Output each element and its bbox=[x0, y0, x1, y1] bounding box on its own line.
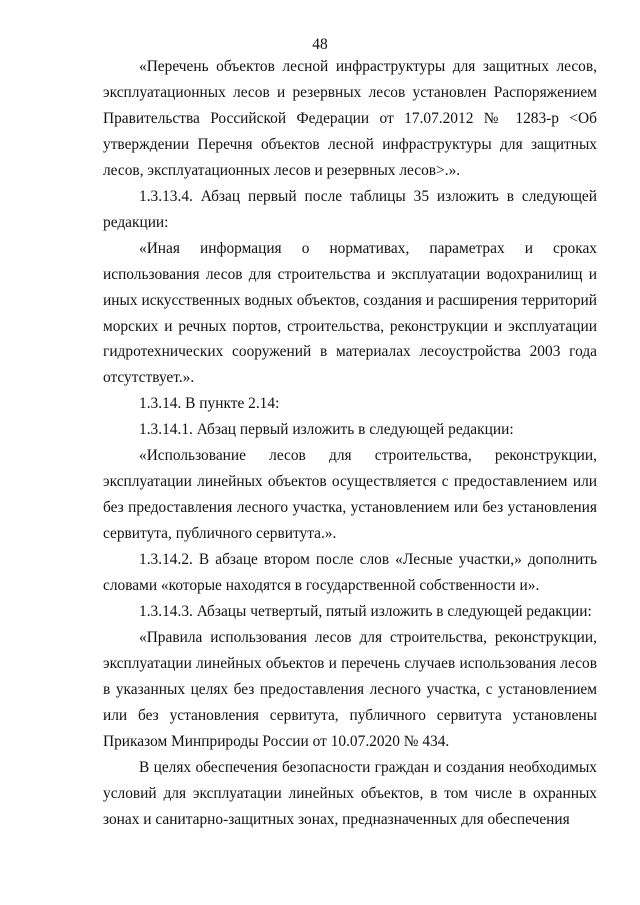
document-body bbox=[103, 54, 597, 833]
paragraph-list-of-infrastructure: «Перечень объектов лесной инфраструктуры для защитных лесов, эксплуатационных лесов и резервных лесов установлен Распоряжением Правительства Российской Федерации от 17.07.2012 № 1283-р <Об утверждении Перечня объектов лесной инфраструктуры для защитных лесов, эксплуатационных лесов и резервных лесов>.». bbox=[103, 58, 597, 179]
paragraph-use-of-forests: «Использование лесов для строительства, реконструкции, эксплуатации линейных объектов осуществляется с предоставлением или без предоставления лесного участка, установлением или без установления сервитута, публичного сервитута.». bbox=[103, 447, 597, 543]
paragraph-rules-of-forest-use: «Правила использования лесов для строительства, реконструкции, эксплуатации линейных объектов и перечень случаев использования лесов в указанных целях без предоставления лесного участка, с установлением или без установления сервитута, публичного сервитута установлены Приказом Минприроды России от 10.07.2020 № 434. bbox=[103, 628, 597, 750]
paragraph-other-information: «Иная информация о нормативах, параметрах и сроках использования лесов для строительства и эксплуатации водохранилищ и иных искусственных водных объектов, создания и расширения территорий морских и речных портов, строительства, реконструкции и эксплуатации гидротехнических сооружений в материалах лесоустройства 2003 года отсутствует.». bbox=[103, 239, 597, 387]
paragraph-1-3-14-1: 1.3.14.1. Абзац первый изложить в следующей редакции: bbox=[139, 421, 514, 439]
page-number: 48 bbox=[312, 36, 328, 53]
paragraph-1-3-13-4: 1.3.13.4. Абзац первый после таблицы 35 изложить в следующей редакции: bbox=[103, 187, 597, 231]
paragraph-1-3-14: 1.3.14. В пункте 2.14: bbox=[139, 395, 280, 413]
paragraph-1-3-14-3: 1.3.14.3. Абзацы четвертый, пятый изложить в следующей редакции: bbox=[139, 603, 592, 621]
paragraph-safety-purposes: В целях обеспечения безопасности граждан и создания необходимых условий для эксплуатации линейных объектов, в том числе в охранных зонах и санитарно-защитных зонах, предназначенных для обеспечения bbox=[103, 758, 597, 828]
paragraph-1-3-14-2: 1.3.14.2. В абзаце втором после слов «Лесные участки,» дополнить словами «которые находятся в государственной собственности и». bbox=[103, 551, 597, 595]
